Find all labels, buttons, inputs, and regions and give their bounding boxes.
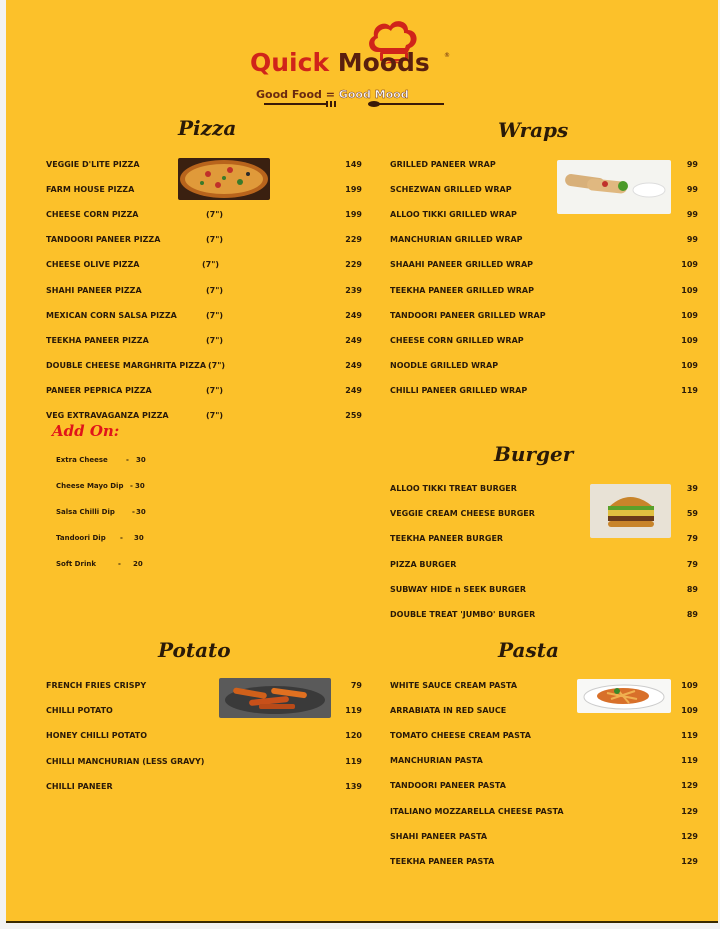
menu-item-price: 199 — [345, 185, 362, 195]
menu-item-price: 259 — [345, 411, 362, 420]
menu-item-price: 249 — [345, 360, 362, 370]
menu-item-price: 129 — [681, 856, 698, 866]
section-title-burger: Burger — [494, 442, 574, 466]
menu-item-name: NOODLE GRILLED WRAP — [390, 360, 499, 370]
addon-item-price: 30 — [135, 482, 145, 490]
addon-item-name: Soft Drink — [56, 560, 96, 568]
menu-item-name: SCHEZWAN GRILLED WRAP — [390, 185, 512, 195]
menu-item-price: 59 — [686, 509, 698, 519]
menu-item-price: 99 — [686, 160, 698, 169]
spoon-icon — [368, 101, 444, 107]
menu-item-name: CHILLI MANCHURIAN (LESS GRAVY) — [46, 756, 205, 766]
menu-item-name: DOUBLE CHEESE MARGHRITA PIZZA — [46, 360, 207, 370]
menu-item-price: 79 — [686, 559, 698, 569]
section-title-pizza: Pizza — [178, 116, 237, 140]
menu-item-price: 119 — [681, 385, 698, 395]
menu-item-name: CHEESE CORN GRILLED WRAP — [390, 335, 524, 345]
menu-item-name: TEEKHA PANEER GRILLED WRAP — [390, 285, 534, 295]
addon-item-separator: - — [118, 560, 121, 568]
menu-item-name: GRILLED PANEER WRAP — [390, 160, 496, 169]
menu-item-price: 229 — [345, 235, 362, 245]
menu-item-price: 149 — [345, 160, 362, 169]
menu-item-price: 249 — [345, 385, 362, 395]
menu-item-name: ITALIANO MOZZARELLA CHEESE PASTA — [390, 806, 564, 816]
tagline-right: Good Mood — [338, 88, 409, 101]
menu-item-price: 109 — [681, 310, 698, 320]
pizza-photo — [178, 158, 270, 200]
menu-item-price: 239 — [345, 285, 362, 295]
addon-item-name: Extra Cheese — [56, 456, 108, 464]
menu-item-size: (7") — [206, 335, 224, 345]
menu-item-price: 109 — [681, 681, 698, 690]
menu-item-price: 129 — [681, 831, 698, 841]
menu-item-price: 249 — [345, 335, 362, 345]
menu-item-name: VEGGIE CREAM CHEESE BURGER — [390, 509, 535, 519]
menu-item-name: FRENCH FRIES CRISPY — [46, 681, 147, 690]
menu-item-size: (7") — [206, 310, 224, 320]
menu-item-price: 129 — [681, 781, 698, 791]
menu-item-name: CHILLI POTATO — [46, 706, 113, 716]
menu-item-price: 119 — [681, 756, 698, 766]
menu-item-name: CHILLI PANEER GRILLED WRAP — [390, 385, 528, 395]
menu-item-price: 199 — [345, 210, 362, 220]
menu-page — [6, 0, 718, 921]
brand-name-part1: Quick — [250, 48, 330, 77]
menu-item-name: TEEKHA PANEER BURGER — [390, 534, 504, 544]
menu-item-price: 109 — [681, 335, 698, 345]
menu-item-name: MANCHURIAN GRILLED WRAP — [390, 235, 523, 245]
addon-title: Add On: — [52, 422, 120, 440]
menu-item-name: PANEER PEPRICA PIZZA — [46, 385, 152, 395]
menu-item-name: SHAHI PANEER PASTA — [390, 831, 488, 841]
menu-item-name: VEG EXTRAVAGANZA PIZZA — [46, 411, 169, 420]
menu-item-price: 89 — [686, 584, 698, 594]
addon-item-separator: - — [132, 508, 135, 516]
tagline-left: Good Food = — [256, 88, 335, 101]
addon-item-separator: - — [126, 456, 129, 464]
addon-item-name: Salsa Chilli Dip — [56, 508, 115, 516]
menu-item-price: 249 — [345, 310, 362, 320]
pasta-photo — [577, 679, 671, 713]
menu-item-name: FARM HOUSE PIZZA — [46, 185, 135, 195]
menu-item-name: VEGGIE D'LITE PIZZA — [46, 160, 140, 169]
menu-item-name: TOMATO CHEESE CREAM PASTA — [390, 731, 531, 741]
fork-icon — [264, 101, 340, 107]
menu-item-size: (7") — [206, 210, 224, 220]
menu-item-price: 79 — [686, 534, 698, 544]
menu-item-name: SUBWAY HIDE n SEEK BURGER — [390, 584, 527, 594]
menu-item-name: TANDOORI PANEER PIZZA — [46, 235, 161, 245]
menu-item-price: 119 — [681, 731, 698, 741]
bottom-border — [6, 921, 718, 923]
menu-item-size: (7") — [206, 235, 224, 245]
menu-item-price: 89 — [686, 610, 698, 619]
menu-item-name: TEEKHA PANEER PASTA — [390, 856, 495, 866]
wrap-photo — [557, 160, 671, 214]
addon-item-name: Cheese Mayo Dip — [56, 482, 124, 490]
brand-name-part2: Moods — [337, 48, 430, 77]
menu-item-name: CHEESE OLIVE PIZZA — [46, 260, 140, 270]
menu-item-price: 119 — [345, 756, 362, 766]
brand-name — [250, 48, 430, 77]
menu-item-size: (7") — [206, 411, 224, 420]
addon-item-price: 30 — [136, 508, 146, 516]
menu-item-name: HONEY CHILLI POTATO — [46, 731, 148, 741]
menu-item-name: ALLOO TIKKI GRILLED WRAP — [390, 210, 517, 220]
menu-item-price: 109 — [681, 360, 698, 370]
menu-item-price: 120 — [345, 731, 362, 741]
addon-item-name: Tandoori Dip — [56, 534, 106, 542]
addon-item-price: 30 — [134, 534, 144, 542]
menu-item-name: CHEESE CORN PIZZA — [46, 210, 139, 220]
menu-item-name: TANDOORI PANEER PASTA — [390, 781, 506, 791]
menu-item-name: DOUBLE TREAT 'JUMBO' BURGER — [390, 610, 536, 619]
menu-item-size: (7") — [208, 360, 226, 370]
menu-item-price: 99 — [686, 235, 698, 245]
menu-item-name: PIZZA BURGER — [390, 559, 457, 569]
addon-item-price: 20 — [133, 560, 143, 568]
menu-item-name: CHILLI PANEER — [46, 781, 113, 791]
menu-item-price: 109 — [681, 260, 698, 270]
menu-item-size: (7") — [206, 385, 224, 395]
menu-item-size: (7") — [202, 260, 220, 270]
potato-photo — [219, 678, 331, 718]
menu-item-price: 39 — [686, 484, 698, 493]
menu-item-price: 129 — [681, 806, 698, 816]
menu-item-name: SHAHI PANEER PIZZA — [46, 285, 142, 295]
menu-item-name: MEXICAN CORN SALSA PIZZA — [46, 310, 177, 320]
addon-item-price: 30 — [136, 456, 146, 464]
menu-item-name: WHITE SAUCE CREAM PASTA — [390, 681, 518, 690]
menu-item-price: 99 — [686, 185, 698, 195]
menu-item-price: 99 — [686, 210, 698, 220]
menu-item-price: 109 — [681, 706, 698, 716]
brand-logo — [250, 18, 460, 108]
menu-item-name: TANDOORI PANEER GRILLED WRAP — [390, 310, 546, 320]
burger-photo — [590, 484, 671, 538]
menu-item-name: TEEKHA PANEER PIZZA — [46, 335, 149, 345]
menu-item-price: 139 — [345, 781, 362, 791]
section-title-wraps: Wraps — [498, 118, 569, 142]
registered-mark: ® — [444, 52, 450, 59]
addon-item-separator: - — [120, 534, 123, 542]
section-title-potato: Potato — [158, 638, 231, 662]
menu-item-name: MANCHURIAN PASTA — [390, 756, 483, 766]
section-title-pasta: Pasta — [498, 638, 559, 662]
menu-item-price: 119 — [345, 706, 362, 716]
brand-tagline — [256, 88, 409, 101]
menu-item-size: (7") — [206, 285, 224, 295]
menu-item-price: 79 — [350, 681, 362, 690]
addon-item-separator: - — [130, 482, 133, 490]
menu-item-price: 109 — [681, 285, 698, 295]
menu-item-price: 229 — [345, 260, 362, 270]
menu-item-name: ALLOO TIKKI TREAT BURGER — [390, 484, 517, 493]
menu-item-name: SHAAHI PANEER GRILLED WRAP — [390, 260, 534, 270]
menu-item-name: ARRABIATA IN RED SAUCE — [390, 706, 507, 716]
